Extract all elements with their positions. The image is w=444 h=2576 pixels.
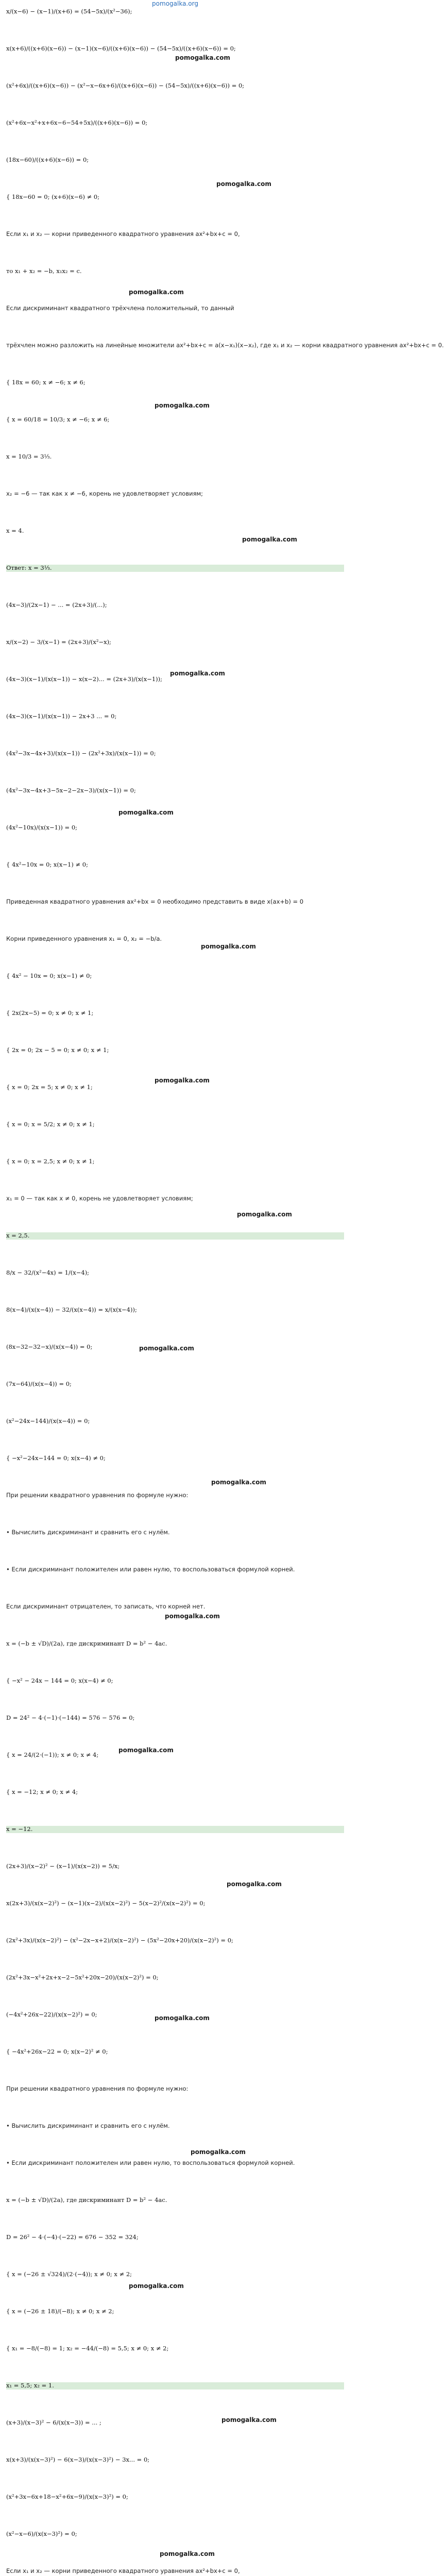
watermark: pomogalka.com	[129, 289, 184, 296]
explanation-line: • Вычислить дискриминант и сравнить его с нулём.	[6, 2122, 170, 2129]
equation-line: x = 10/3 = 3⅓.	[6, 453, 52, 460]
equation-line: { −x²−24x−144 = 0; x(x−4) ≠ 0;	[6, 1454, 106, 1462]
explanation-line: Если дискриминант отрицателен, то записать, что корней нет.	[6, 1603, 206, 1610]
equation-line: (4x−3)(x−1)/(x(x−1)) − 2x+3 ... = 0;	[6, 713, 117, 720]
equation-line: (4x−3)/(2x−1) − ... = (2x+3)/(...);	[6, 601, 107, 608]
explanation-line: Если x₁ и x₂ — корни приведенного квадратного уравнения ax²+bx+c = 0,	[6, 230, 240, 238]
equation-line: (x²−x−6)/(x(x−3)²) = 0;	[6, 2530, 77, 2537]
watermark: pomogalka.com	[139, 1345, 194, 1352]
equation-line: { x = 0; 2x = 5; x ≠ 0; x ≠ 1;	[6, 1083, 93, 1091]
equation-line: { 18x = 60; x ≠ −6; x ≠ 6;	[6, 379, 86, 386]
equation-line: { −x² − 24x − 144 = 0; x(x−4) ≠ 0;	[6, 1677, 113, 1684]
explanation-line: Приведенная квадратного уравнения ax²+bx = 0 необходимо представить в виде x(ax+b) = 0	[6, 898, 304, 905]
watermark: pomogalka.com	[129, 2282, 184, 2290]
equation-line: { 2x = 0; 2x − 5 = 0; x ≠ 0; x ≠ 1;	[6, 1046, 109, 1054]
explanation-line: При решении квадратного уравнения по формуле нужно:	[6, 2085, 189, 2092]
equation-line: (2x²+3x)/(x(x−2)²) − (x²−2x−x+2)/(x(x−2)²) − (5x²−20x+20)/(x(x−2)²) = 0;	[6, 1937, 233, 1944]
equation-line: x/(x−6) − (x−1)/(x+6) = (54−5x)/(x²−36);	[6, 8, 132, 15]
answer-line: Ответ: x = 3⅓.	[6, 565, 344, 572]
explanation-line: • Если дискриминант положителен или равен нулю, то воспользоваться формулой корней.	[6, 1566, 295, 1573]
equation-line: x = 4.	[6, 527, 24, 534]
equation-line: (7x−64)/(x(x−4)) = 0;	[6, 1380, 72, 1387]
explanation-line: x₂ = −6 — так как x ≠ −6, корень не удовлетворяет условиям;	[6, 490, 203, 497]
equation-line: { x = −12; x ≠ 0; x ≠ 4;	[6, 1788, 78, 1795]
watermark: pomogalka.com	[175, 54, 230, 61]
watermark: pomogalka.com	[227, 1880, 282, 1888]
site-domain[interactable]: pomogalka.org	[152, 0, 198, 7]
equation-line: (4x−3)(x−1)/(x(x−1)) − x(x−2)... = (2x+3)/(x(x−1));	[6, 675, 162, 683]
equation-line: (8x−32−32−x)/(x(x−4)) = 0;	[6, 1343, 93, 1350]
explanation-line: • Если дискриминант положителен или равен нулю, то воспользоваться формулой корней.	[6, 2159, 295, 2166]
equation-line: x/(x−2) − 3/(x−1) = (2x+3)/(x²−x);	[6, 638, 111, 646]
equation-line: { 2x(2x−5) = 0; x ≠ 0; x ≠ 1;	[6, 1009, 94, 1016]
equation-line: то x₁ + x₂ = −b, x₁x₂ = c.	[6, 267, 82, 275]
equation-line: (4x²−3x−4x+3)/(x(x−1)) − (2x²+3x)/(x(x−1)) = 0;	[6, 750, 156, 757]
equation-line: (x²−24x−144)/(x(x−4)) = 0;	[6, 1417, 90, 1425]
equation-line: x(x+3)/(x(x−3)²) − 6(x−3)/(x(x−3)²) − 3x... = 0;	[6, 2456, 150, 2463]
equation-line: 8(x−4)/(x(x−4)) − 32/(x(x−4)) = x/(x(x−4));	[6, 1306, 137, 1313]
watermark: pomogalka.com	[160, 2550, 215, 2557]
explanation-line: трёхчлен можно разложить на линейные множители ax²+bx+c = a(x−x₁)(x−x₂), где x₁ и x₂ — корни квадратного уравнения ax²+bx+c = 0.	[6, 342, 444, 349]
equation-line: (4x²−10x)/(x(x−1)) = 0;	[6, 824, 78, 831]
equation-line: x(x+6)/((x+6)(x−6)) − (x−1)(x−6)/((x+6)(x−6)) − (54−5x)/((x+6)(x−6)) = 0;	[6, 45, 236, 52]
equation-line: (−4x²+26x−22)/(x(x−2)²) = 0;	[6, 2011, 97, 2018]
equation-line: D = 24² − 4·(−1)·(−144) = 576 − 576 = 0;	[6, 1714, 135, 1721]
watermark: pomogalka.com	[170, 670, 225, 677]
equation-line: x = (−b ± √D)/(2a), где дискриминант D = b² − 4ac.	[6, 2196, 167, 2204]
equation-line: { 4x²−10x = 0; x(x−1) ≠ 0;	[6, 861, 88, 868]
watermark: pomogalka.com	[118, 809, 174, 816]
equation-line: { x = 0; x = 2,5; x ≠ 0; x ≠ 1;	[6, 1158, 95, 1165]
answer-line: x = −12.	[6, 1826, 344, 1833]
equation-line: (2x+3)/(x−2)² − (x−1)/(x(x−2)) = 5/x;	[6, 1862, 120, 1870]
explanation-line: Если x₁ и x₂ — корни приведенного квадратного уравнения ax²+bx+c = 0,	[6, 2567, 240, 2574]
equation-line: (18x−60)/((x+6)(x−6)) = 0;	[6, 156, 89, 163]
equation-line: { x = 0; x = 5/2; x ≠ 0; x ≠ 1;	[6, 1121, 95, 1128]
watermark: pomogalka.com	[155, 1077, 210, 1084]
watermark: pomogalka.com	[216, 180, 271, 188]
explanation-line: При решении квадратного уравнения по формуле нужно:	[6, 1492, 189, 1499]
explanation-line: • Вычислить дискриминант и сравнить его с нулём.	[6, 1529, 170, 1536]
watermark: pomogalka.com	[191, 2148, 246, 2156]
watermark: pomogalka.com	[201, 943, 256, 950]
equation-line: (x²+6x−x²+x+6x−6−54+5x)/((x+6)(x−6)) = 0;	[6, 119, 148, 126]
equation-line: { x = (−26 ± 18)/(−8); x ≠ 0; x ≠ 2;	[6, 2308, 114, 2315]
explanation-line: x₁ = 0 — так как x ≠ 0, корень не удовлетворяет условиям;	[6, 1195, 193, 1202]
equation-line: { 4x² − 10x = 0; x(x−1) ≠ 0;	[6, 972, 92, 979]
watermark: pomogalka.com	[165, 1613, 220, 1620]
watermark: pomogalka.com	[242, 536, 297, 543]
equation-line: { x = (−26 ± √324)/(2·(−4)); x ≠ 0; x ≠ 2;	[6, 2270, 132, 2278]
explanation-line: Если дискриминант квадратного трёхчлена положительный, то данный	[6, 304, 234, 312]
explanation-line: Корни приведенного уравнения x₁ = 0, x₂ = −b/a.	[6, 935, 162, 942]
watermark: pomogalka.com	[155, 2014, 210, 2022]
equation-line: (x²+6x)/((x+6)(x−6)) − (x²−x−6x+6)/((x+6)(x−6)) − (54−5x)/((x+6)(x−6)) = 0;	[6, 82, 245, 89]
watermark: pomogalka.com	[155, 402, 210, 409]
equation-line: { x₁ = −8/(−8) = 1; x₂ = −44/(−8) = 5,5; x ≠ 0; x ≠ 2;	[6, 2345, 169, 2352]
equation-line: { 18x−60 = 0; (x+6)(x−6) ≠ 0;	[6, 193, 100, 200]
equation-line: { x = 24/(2·(−1)); x ≠ 0; x ≠ 4;	[6, 1751, 99, 1758]
equation-line: 8/x − 32/(x²−4x) = 1/(x−4);	[6, 1269, 90, 1276]
equation-line: { x = 60/18 = 10/3; x ≠ −6; x ≠ 6;	[6, 416, 110, 423]
equation-line: { −4x²+26x−22 = 0; x(x−2)² ≠ 0;	[6, 2048, 108, 2055]
equation-line: (x+3)/(x−3)² − 6/(x(x−3)) = ... ;	[6, 2419, 101, 2426]
answer-line: x = 2,5.	[6, 1232, 344, 1240]
equation-line: D = 26² − 4·(−4)·(−22) = 676 − 352 = 324;	[6, 2233, 139, 2241]
equation-line: x = (−b ± √D)/(2a), где дискриминант D = b² − 4ac.	[6, 1640, 167, 1647]
watermark: pomogalka.com	[211, 1479, 266, 1486]
equation-line: (4x²−3x−4x+3−5x−2−2x−3)/(x(x−1)) = 0;	[6, 787, 136, 794]
answer-line: x₁ = 5,5; x₂ = 1.	[6, 2382, 344, 2389]
equation-line: (x²+3x−6x+18−x²+6x−9)/(x(x−3)²) = 0;	[6, 2493, 128, 2500]
equation-line: (2x²+3x−x²+2x+x−2−5x²+20x−20)/(x(x−2)²) = 0;	[6, 1974, 159, 1981]
watermark: pomogalka.com	[237, 1211, 292, 1218]
equation-line: x(2x+3)/(x(x−2)²) − (x−1)(x−2)/(x(x−2)²) − 5(x−2)²/(x(x−2)²) = 0;	[6, 1900, 206, 1907]
watermark: pomogalka.com	[221, 2416, 277, 2424]
watermark: pomogalka.com	[118, 1747, 174, 1754]
